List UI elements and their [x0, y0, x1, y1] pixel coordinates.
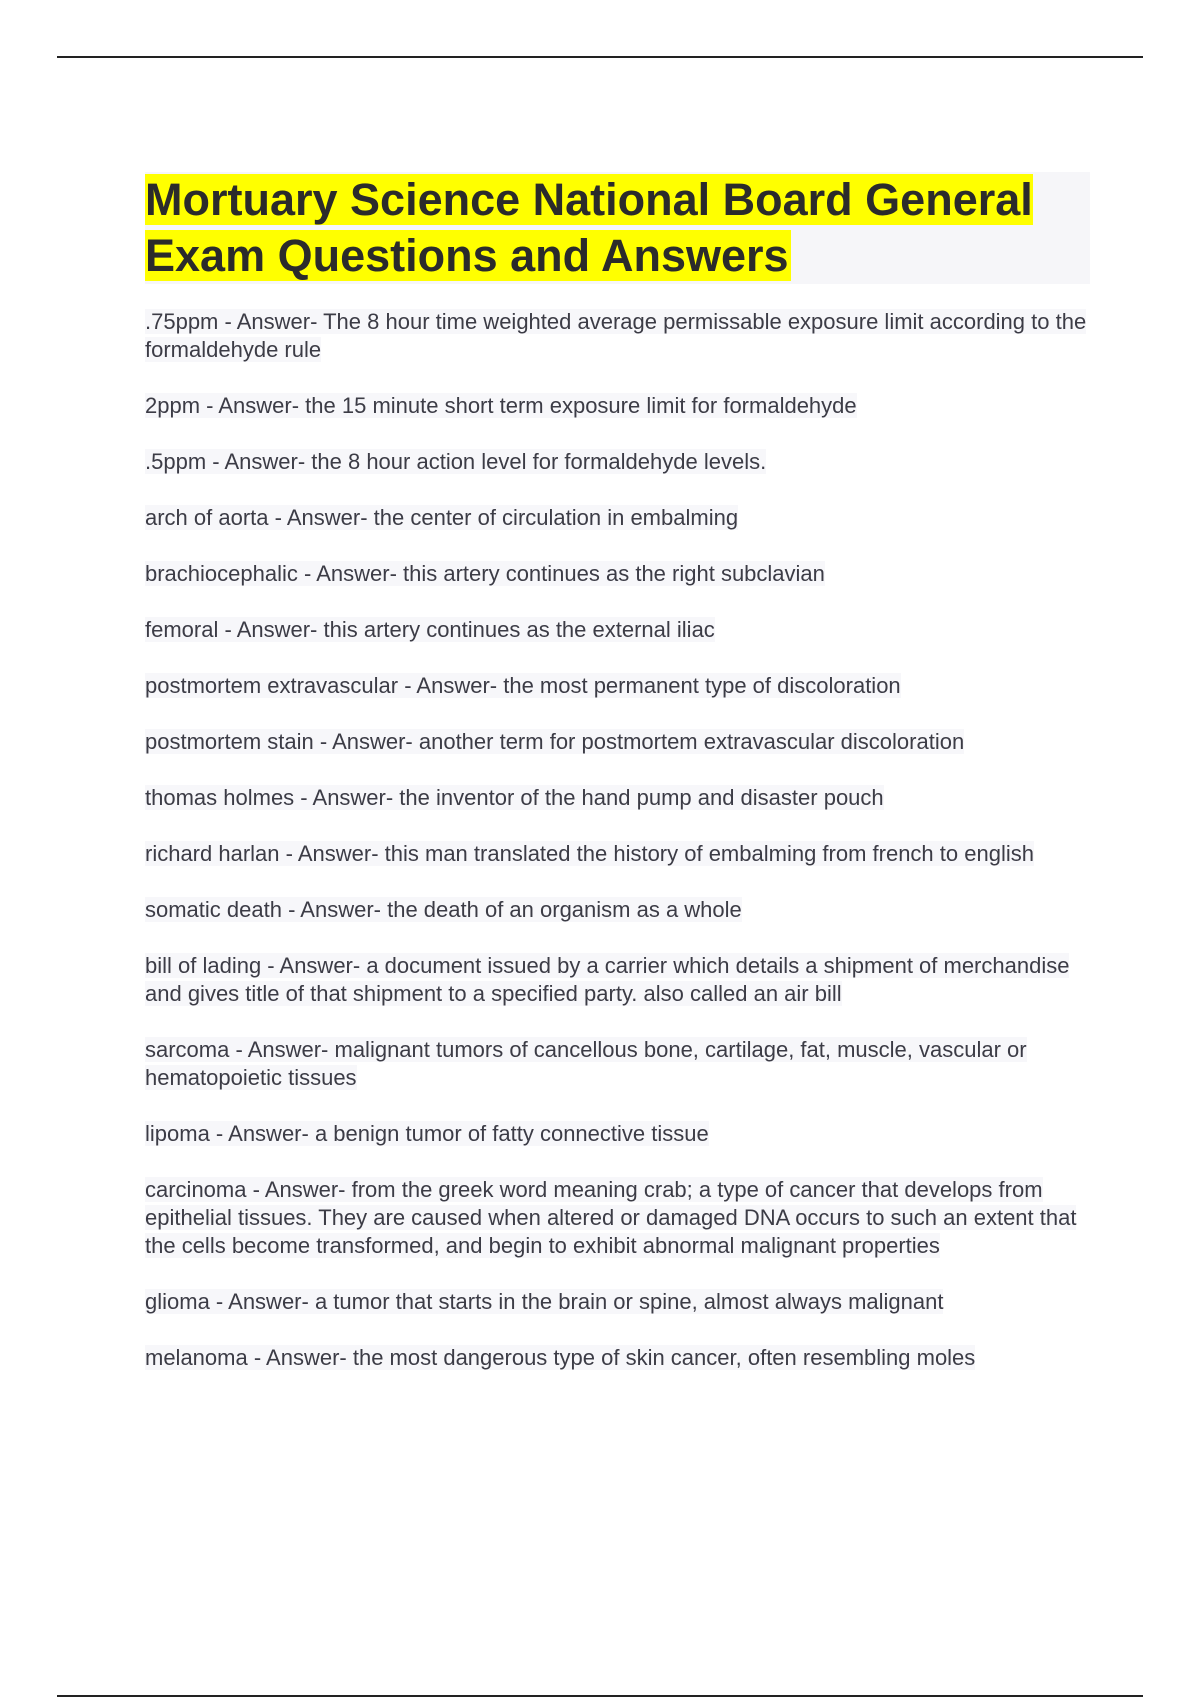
qa-item-text: arch of aorta - Answer- the center of circulation in embalming [145, 505, 739, 530]
header-rule [57, 56, 1143, 58]
qa-item-text: somatic death - Answer- the death of an organism as a whole [145, 897, 742, 922]
footer-rule [57, 1695, 1143, 1697]
qa-item-text: .5ppm - Answer- the 8 hour action level for formaldehyde levels. [145, 449, 767, 474]
qa-item-text: thomas holmes - Answer- the inventor of the hand pump and disaster pouch [145, 785, 884, 810]
qa-item-text: glioma - Answer- a tumor that starts in the brain or spine, almost always malignant [145, 1289, 944, 1314]
qa-item [145, 840, 1090, 868]
qa-item [145, 392, 1090, 420]
qa-item-text: sarcoma - Answer- malignant tumors of cancellous bone, cartilage, fat, muscle, vascular or hematopoietic tissues [145, 1037, 1027, 1090]
qa-item [145, 560, 1090, 588]
document-title [145, 172, 1090, 284]
qa-item [145, 1120, 1090, 1148]
qa-item-text: carcinoma - Answer- from the greek word meaning crab; a type of cancer that develops from epithelial tissues. They are caused when altered or damaged DNA occurs to such an extent that the cells become transformed, and begin to exhibit abnormal malignant properties [145, 1177, 1077, 1258]
qa-item-text: bill of lading - Answer- a document issued by a carrier which details a shipment of merchandise and gives title of that shipment to a specified party. also called an air bill [145, 953, 1070, 1006]
qa-item [145, 672, 1090, 700]
qa-item [145, 448, 1090, 476]
qa-item [145, 1176, 1090, 1260]
qa-list [145, 308, 1090, 1372]
qa-item-text: .75ppm - Answer- The 8 hour time weighted average permissable exposure limit according to the formaldehyde rule [145, 309, 1087, 362]
qa-item [145, 616, 1090, 644]
qa-item [145, 308, 1090, 364]
qa-item [145, 504, 1090, 532]
document-title-text: Mortuary Science National Board General Exam Questions and Answers [145, 174, 1033, 281]
qa-item [145, 1036, 1090, 1092]
qa-item [145, 952, 1090, 1008]
qa-item [145, 1288, 1090, 1316]
qa-item-text: postmortem extravascular - Answer- the most permanent type of discoloration [145, 673, 901, 698]
qa-item [145, 728, 1090, 756]
document-body [145, 172, 1090, 1400]
qa-item [145, 784, 1090, 812]
qa-item [145, 896, 1090, 924]
qa-item-text: brachiocephalic - Answer- this artery continues as the right subclavian [145, 561, 825, 586]
title-block [145, 172, 1090, 284]
qa-item-text: 2ppm - Answer- the 15 minute short term exposure limit for formaldehyde [145, 393, 857, 418]
qa-item-text: richard harlan - Answer- this man translated the history of embalming from french to english [145, 841, 1034, 866]
qa-item-text: postmortem stain - Answer- another term for postmortem extravascular discoloration [145, 729, 965, 754]
qa-item [145, 1344, 1090, 1372]
qa-item-text: femoral - Answer- this artery continues as the external iliac [145, 617, 715, 642]
qa-item-text: melanoma - Answer- the most dangerous type of skin cancer, often resembling moles [145, 1345, 976, 1370]
qa-item-text: lipoma - Answer- a benign tumor of fatty connective tissue [145, 1121, 709, 1146]
